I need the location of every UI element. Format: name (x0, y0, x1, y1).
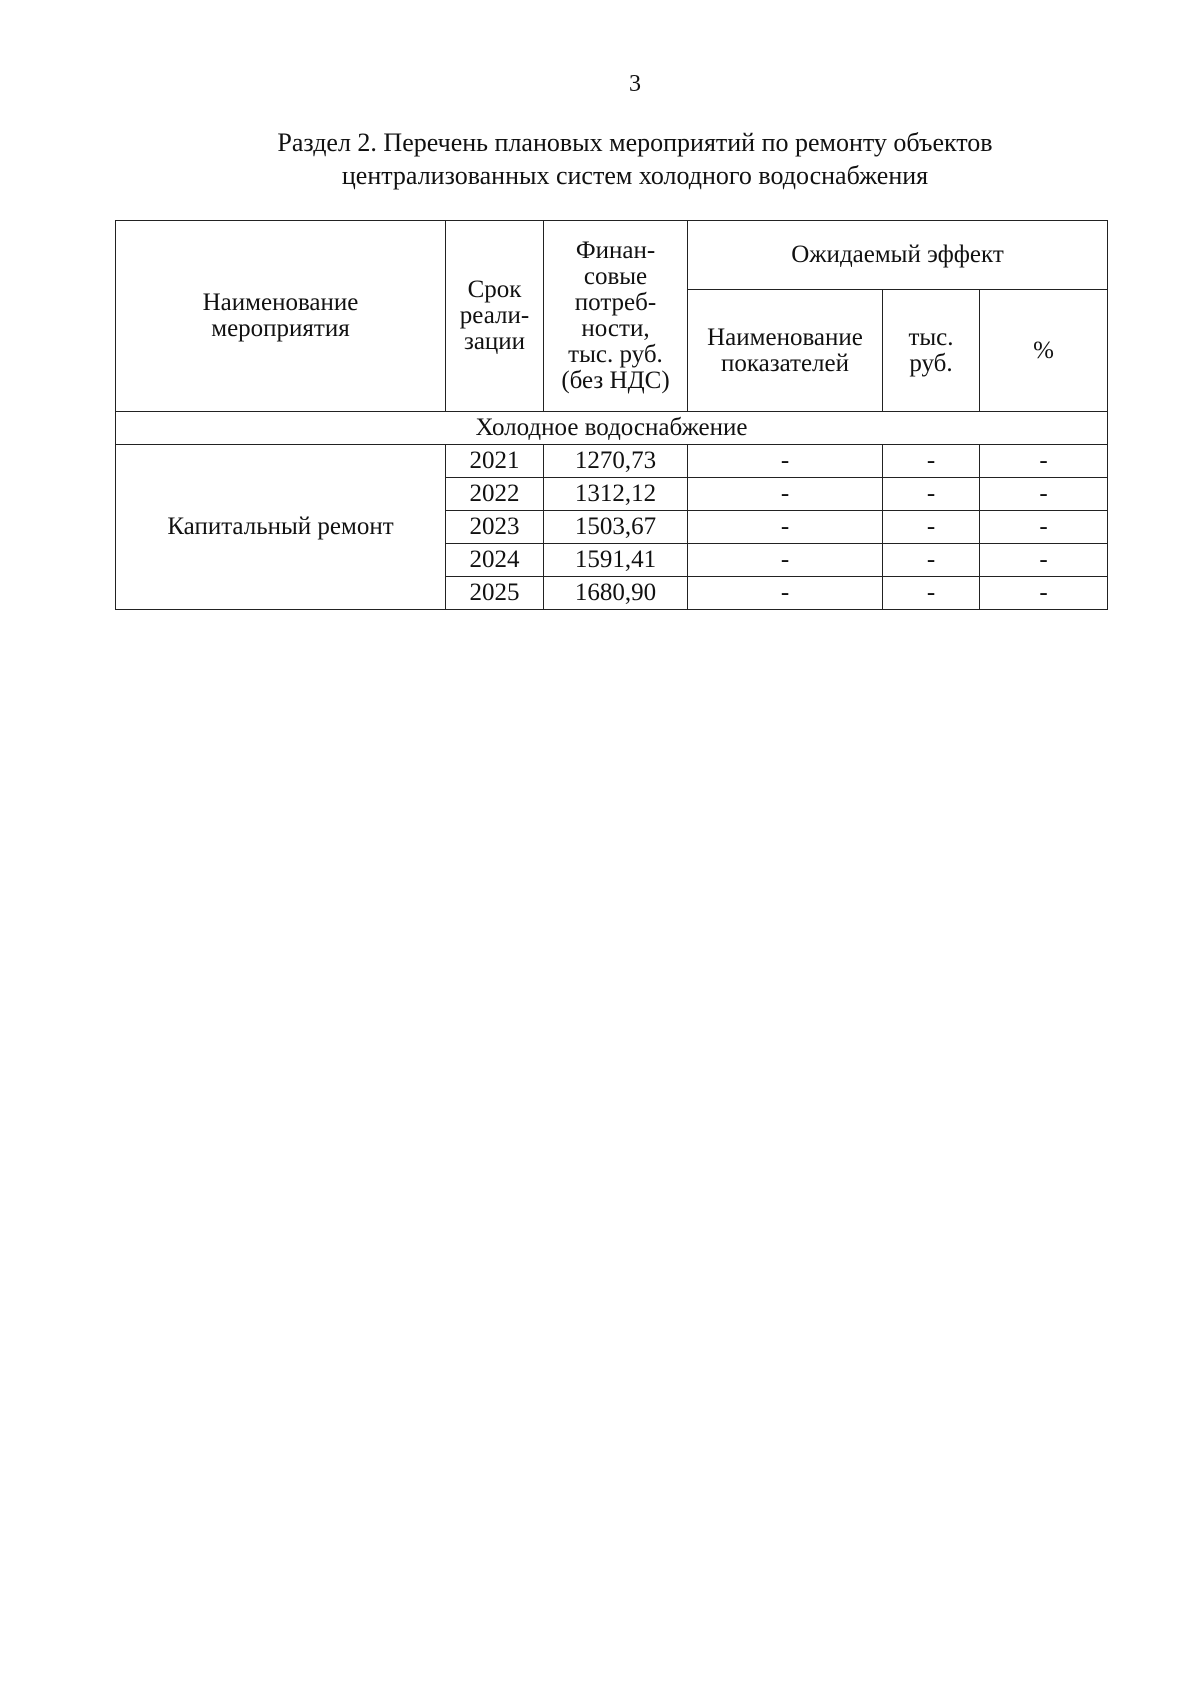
header-activity-name: Наименование мероприятия (116, 221, 446, 412)
indicator-cell: - (688, 544, 883, 577)
thousand-rub-cell: - (883, 478, 980, 511)
indicator-cell: - (688, 445, 883, 478)
thousand-rub-cell: - (883, 511, 980, 544)
section-row-cold-water: Холодное водоснабжение (116, 412, 1108, 445)
indicator-cell: - (688, 478, 883, 511)
header-percent: % (980, 290, 1108, 412)
percent-cell: - (980, 478, 1108, 511)
percent-cell: - (980, 544, 1108, 577)
amount-cell: 1312,12 (544, 478, 688, 511)
plan-table (115, 220, 1108, 610)
indicator-cell: - (688, 511, 883, 544)
year-cell: 2023 (446, 511, 544, 544)
header-thousand-rub: тыс. руб. (883, 290, 980, 412)
thousand-rub-cell: - (883, 577, 980, 610)
percent-cell: - (980, 511, 1108, 544)
section-title (0, 126, 1200, 192)
year-cell: 2025 (446, 577, 544, 610)
thousand-rub-cell: - (883, 445, 980, 478)
year-cell: 2024 (446, 544, 544, 577)
section-title-line-2: централизованных систем холодного водоснабжения (341, 161, 929, 190)
year-cell: 2021 (446, 445, 544, 478)
header-finance: Финан- совые потреб- ности, тыс. руб. (без НДС) (544, 221, 688, 412)
amount-cell: 1680,90 (544, 577, 688, 610)
thousand-rub-cell: - (883, 544, 980, 577)
amount-cell: 1270,73 (544, 445, 688, 478)
percent-cell: - (980, 577, 1108, 610)
header-expected-effect: Ожидаемый эффект (688, 221, 1108, 290)
section-title-line-1: Раздел 2. Перечень плановых мероприятий по ремонту объектов (277, 128, 993, 157)
amount-cell: 1503,67 (544, 511, 688, 544)
header-term: Срок реали- зации (446, 221, 544, 412)
header-indicators: Наименование показателей (688, 290, 883, 412)
amount-cell: 1591,41 (544, 544, 688, 577)
page-number: 3 (629, 71, 641, 97)
year-cell: 2022 (446, 478, 544, 511)
percent-cell: - (980, 445, 1108, 478)
indicator-cell: - (688, 577, 883, 610)
table-row (116, 445, 1108, 478)
activity-name-cell: Капитальный ремонт (116, 445, 446, 610)
